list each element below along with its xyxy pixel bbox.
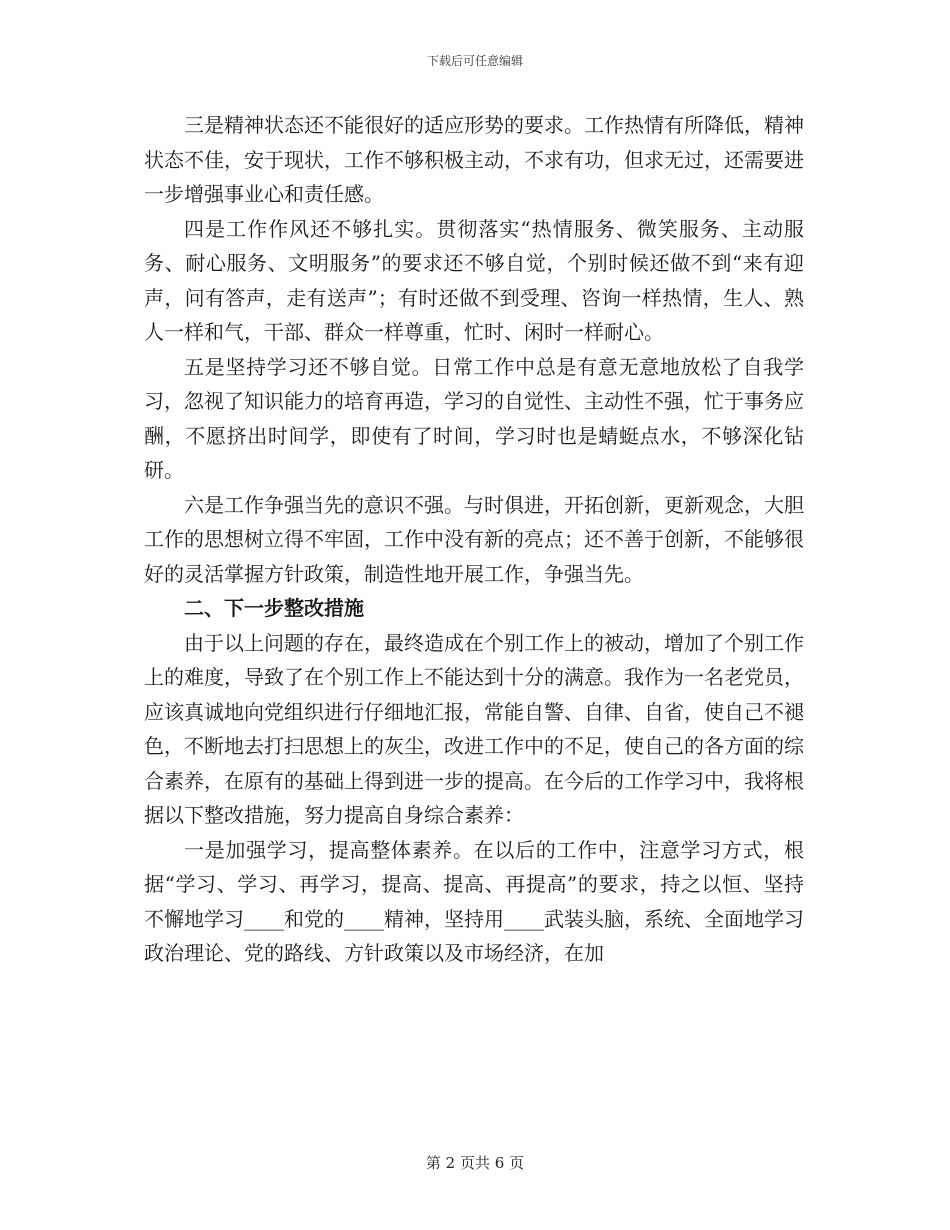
page-footer: 第 2 页共 6 页 xyxy=(425,1154,525,1172)
paragraph-issue-3: 三是精神状态还不能很好的适应形势的要求。工作热情有所降低，精神状态不佳，安于现状，工作不够积极主动，不求有功，但求无过，还需要进一步增强事业心和责任感。 xyxy=(144,113,804,206)
document-body xyxy=(144,108,804,971)
paragraph-issue-4: 四是工作作风还不够扎实。贯彻落实“热情服务、微笑服务、主动服务、耐心服务、文明服务”的要求还不够自觉，个别时候还做不到“来有迎声，问有答声，走有送声”；有时还做不到受理、咨询一样热情，生人、熟人一样和气，干部、群众一样尊重，忙时、闲时一样耐心。 xyxy=(144,216,804,344)
paragraph-issue-5: 五是坚持学习还不够自觉。日常工作中总是有意无意地放松了自我学习，忽视了知识能力的培育再造，学习的自觉性、主动性不强，忙于事务应酬，不愿挤出时间学，即使有了时间，学习时也是蜻蜓点水，不够深化钻研。 xyxy=(144,354,804,482)
page-header: 下载后可任意编辑 xyxy=(426,54,523,68)
section-heading: 二、下一步整改措施 xyxy=(184,596,364,620)
paragraph-measure-1: 一是加强学习，提高整体素养。在以后的工作中，注意学习方式，根据“学习、学习、再学习，提高、提高、再提高”的要求，持之以恒、坚持不懈地学习____和党的____精神，坚持用____武装头脑，系统、全面地学习政治理论、党的路线、方针政策以及市场经济，在加 xyxy=(144,837,804,965)
paragraph-issue-6: 六是工作争强当先的意识不强。与时俱进，开拓创新，更新观念，大胆工作的思想树立得不牢固，工作中没有新的亮点；还不善于创新，不能够很好的灵活掌握方针政策，制造性地开展工作，争强当先。 xyxy=(144,492,804,586)
paragraph-intro: 由于以上问题的存在，最终造成在个别工作上的被动，增加了个别工作上的难度，导致了在个别工作上不能达到十分的满意。我作为一名老党员，应该真诚地向党组织进行仔细地汇报，常能自警、自律、自省，使自己不褪色，不断地去打扫思想上的灰尘，改进工作中的不足，使自己的各方面的综合素养，在原有的基础上得到进一步的提高。在今后的工作学习中，我将根据以下整改措施，努力提高自身综合素养： xyxy=(144,630,804,827)
